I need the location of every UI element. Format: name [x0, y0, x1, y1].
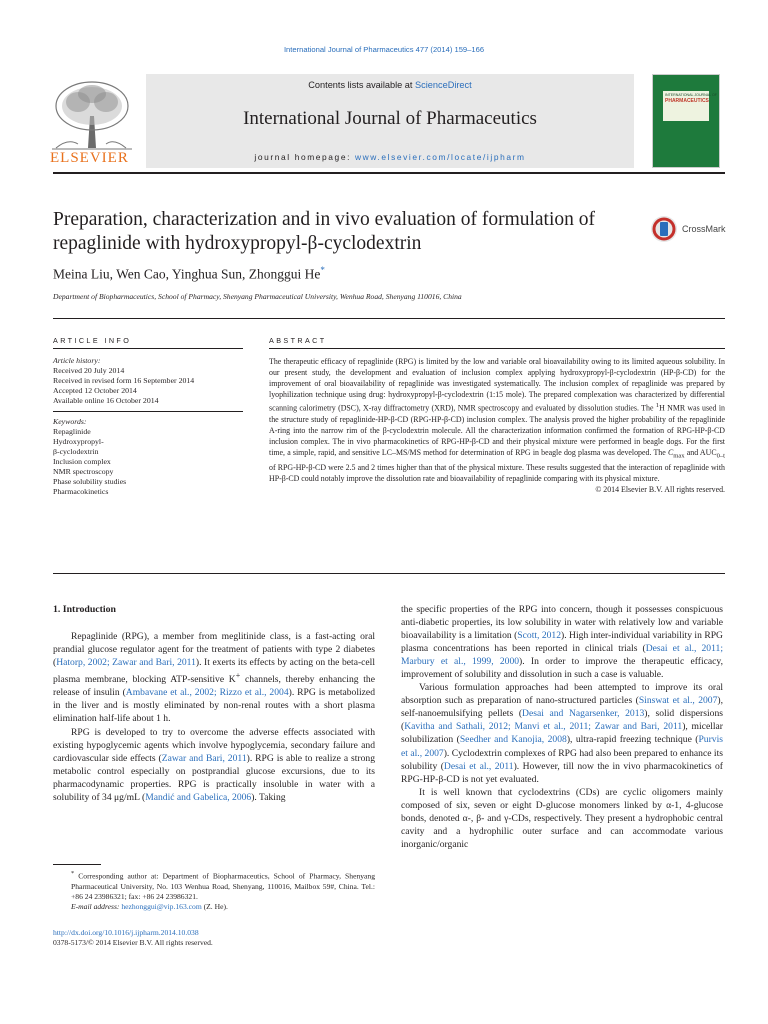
author-names: Meina Liu, Wen Cao, Yinghua Sun, Zhonggui He	[53, 266, 321, 282]
email-suffix: (Z. He).	[201, 901, 228, 911]
sciencedirect-link[interactable]: ScienceDirect	[415, 80, 472, 90]
section-heading-introduction: 1. Introduction	[53, 604, 116, 615]
citation-link[interactable]: Kavitha and Sathali, 2012; Manvi et al., 2011; Zawar and Bari, 2011	[404, 721, 683, 733]
keywords-label: Keywords:	[53, 417, 87, 426]
text-run: RPG is developed to try to overcome the adverse effects associated with existing hypoglycemic agents which involve hypoglycemia, secondary failure and cardiovascular side effects (	[53, 726, 375, 764]
text-run: the specific properties of the RPG into concern, though it possesses conspicuous anti-diabetic properties, its low solubility in water with relatively low and variable bioavailability is a limitation (	[401, 604, 723, 642]
article-info	[53, 356, 243, 497]
paragraph	[401, 681, 723, 785]
body-column-right	[401, 603, 723, 851]
article-info-separator	[53, 411, 243, 412]
footnote-mark: *	[71, 870, 75, 877]
article-title: Preparation, characterization and in vivo evaluation of formulation of repaglinide with hydroxypropyl-β-cyclodextrin	[53, 209, 596, 254]
citation-link[interactable]: Mandić and Gabelica, 2006	[145, 791, 252, 803]
abstract-heading: ABSTRACT	[269, 336, 327, 345]
email-label: E-mail address:	[71, 901, 122, 911]
keyword: Repaglinide	[53, 427, 91, 436]
contents-prefix: Contents lists available at	[308, 80, 416, 90]
text-run: ). Cyclodextrin complexes of RPG had also been prepared to enhance its solubility (	[401, 747, 723, 772]
text-run: Various formulation approaches had been attempted to improve its oral absorption such as preparation of nano-structured particles (	[401, 682, 723, 707]
footnote-body	[53, 869, 375, 902]
crossmark-badge[interactable]	[650, 214, 730, 244]
citation-link[interactable]: Hatorp, 2002; Zawar and Bari, 2011	[56, 657, 196, 669]
keyword: Phase solubility studies	[53, 477, 127, 486]
citation-link[interactable]: Ambavane et al., 2002; Rizzo et al., 2004	[125, 687, 289, 699]
citation-link[interactable]: Purvis et al., 2007	[401, 734, 723, 759]
doi-link[interactable]: http://dx.doi.org/10.1016/j.ijpharm.2014.10.038	[53, 928, 199, 937]
text-run: ). In order to improve the therapeutic efficacy, improvement of solubility and dissolution in such a case is valuable.	[401, 656, 723, 681]
abstract-part: H NMR was used in the structure study of repaglinide-HP-β-CD (RPG-HP-β-CD) inclusion complex. The analysis proved the higher probability of the repaglinide A-ring into the narrow rim of the β-cyclodextrin molecule. All the characterization information confirmed the formation of RPG-HP-β-CD inclusion complex. The in vivo pharmacokinetics of RPG-HP-β-CD and their physical mixture were performed in beagle dogs. For the first time, a simple, rapid, and sensitive LC–MS/MS method for determination of RPG in beagle dog plasma was developed. The	[269, 404, 725, 458]
text-run: ), self-nanoemulsifying pellets (	[401, 695, 723, 720]
paragraph	[53, 726, 375, 804]
paragraph: It is well known that cyclodextrins (CDs) are cyclic oligomers mainly composed of six, seven or eight D-glucose monomers linked by α-1, 4-glucose bonds, denoted α-, β- and γ-CDs, respectively. They present a hydrophobic central cavity and a hydrophilic outer surface and can accommodate various inorganic/organic	[401, 786, 723, 850]
history-revised: Received in revised form 16 September 2014	[53, 376, 195, 385]
text-run: channels, thereby enhancing the release of insulin (	[53, 674, 375, 699]
citation-link[interactable]: Desai et al., 2011	[443, 760, 514, 772]
history-accepted: Accepted 12 October 2014	[53, 386, 137, 395]
masthead-rule	[53, 172, 725, 174]
journal-cover-thumbnail	[652, 74, 720, 168]
text-run: ). RPG is able to realize a strong metabolic control especially on postprandial glucose excursions, due to its pharmacodynamic properties. RPG is practically insoluble in water with a solubility of 34 μg/mL (	[53, 752, 375, 803]
elsevier-wordmark: ELSEVIER	[50, 150, 129, 166]
abstract-cmax: C	[667, 448, 674, 458]
homepage-link[interactable]: www.elsevier.com/locate/ijpharm	[354, 152, 526, 162]
footnote-email-line	[53, 902, 375, 912]
email-link[interactable]: hezhonggui@vip.163.com	[121, 901, 202, 911]
running-head[interactable]: International Journal of Pharmaceutics 477 (2014) 159–166	[283, 45, 485, 54]
abstract-part: of RPG-HP-β-CD were 2.5 and 2 times higher than that of the physical mixture. These results suggested that the interaction of repaglinide with HP-β-CD could notably improve the dissolution rate and bioavailability of repaglinide comparing with its physical mixture.	[269, 463, 725, 484]
affiliation: Department of Biopharmaceutics, School of Pharmacy, Shenyang Pharmaceutical University, Wenhua Road, Shenyang 110016, China	[53, 292, 462, 301]
text-run: ). It exerts its effects by acting on the beta-cell plasma membrane, blocking ATP-sensitive K	[53, 657, 375, 686]
article-info-rule	[53, 348, 243, 349]
abstract-part: The therapeutic efficacy of repaglinide (RPG) is limited by the low and variable oral bioavailability owing to its limited aqueous solubility. In our present study, the development and evaluation of inclusion complex applying hydroxypropyl-β-cyclodextrin (HP-β-CD) for the improvement of oral bioavailability of repaglinide was investigated systematically. The inclusion complex of repaglinide was prepared by lyophilization technique using drug: hydroxypropyl-β-cyclodextrin (1:15 mole). The prepared complexation was characterized by differential scanning calorimetry (DSC), X-ray diffractometry (XRD), NMR spectroscopy and evaluated by dissolution studies. The	[269, 357, 725, 413]
citation-link[interactable]: Seedher and Kanojia, 2008	[459, 734, 567, 746]
abstract-copyright: © 2014 Elsevier B.V. All rights reserved.	[595, 485, 725, 495]
text-run: ). However, till now the in vivo pharmacokinetics of RPG-HP-β-CD is not yet evaluated.	[401, 760, 724, 785]
corresponding-author-footnote	[53, 869, 375, 912]
corresponding-author-mark[interactable]: *	[320, 265, 325, 275]
contents-line	[146, 80, 634, 90]
keyword: Pharmacokinetics	[53, 487, 109, 496]
cover-background	[653, 75, 719, 167]
abstract-subscript: 0–t	[716, 452, 725, 460]
journal-masthead	[48, 74, 720, 170]
history-label: Article history:	[53, 356, 101, 365]
paragraph	[401, 603, 723, 681]
citation-link[interactable]: Zawar and Bari, 2011	[161, 752, 247, 764]
text-run: ). Taking	[251, 791, 286, 803]
abstract-rule	[269, 348, 725, 349]
citation-link[interactable]: Desai et al., 2011; Marbury et al., 1999, 2000	[401, 643, 723, 668]
abstract-text	[269, 356, 725, 495]
keyword: NMR spectroscopy	[53, 467, 114, 476]
paragraph	[53, 630, 375, 726]
citation-link[interactable]: Sinswat et al., 2007	[638, 695, 718, 707]
superscript: +	[235, 671, 241, 681]
journal-title: International Journal of Pharmaceutics	[243, 108, 537, 129]
journal-homepage	[146, 152, 634, 162]
text-run: ), micellar solubilization (	[401, 721, 723, 746]
keyword: Hydroxypropyl-	[53, 437, 104, 446]
crossmark-label: CrossMark	[682, 224, 726, 234]
history-received: Received 20 July 2014	[53, 366, 125, 375]
abstract-superscript: 1	[655, 402, 660, 410]
citation-link[interactable]: Desai and Nagarsenker, 2013	[522, 708, 645, 720]
article-info-heading: ARTICLE INFO	[53, 336, 132, 345]
abstract-bottom-rule	[53, 573, 725, 574]
footnote-rule	[53, 864, 101, 865]
homepage-label: journal homepage:	[254, 152, 355, 162]
doi-block	[53, 928, 213, 948]
text-run: Repaglinide (RPG), a member from meglitinide class, is a fast-acting oral prandial glucose regulator agent for the treatment of patients with type 2 diabetes (	[53, 631, 375, 669]
footnote-text: Corresponding author at: Department of Biopharmaceutics, School of Pharmacy, Shenyang Pharmaceutical University, No. 103 Wenhua Road, Shenyang, 110016, Mailbox 59#, China. Tel.: +86 24 23986321; fax: +86 24 23986321.	[71, 871, 375, 901]
body-column-left	[53, 630, 375, 804]
cover-line-2: PHARMACEUTICS	[665, 98, 709, 104]
journal-banner	[146, 74, 634, 168]
cover-line-1: INTERNATIONAL JOURNAL OF	[665, 93, 717, 97]
text-run: ), solid dispersions (	[401, 708, 723, 733]
text-run: ), ultra-rapid freezing technique (	[566, 734, 699, 746]
crossmark-icon	[650, 214, 678, 244]
abstract-subscript: max	[673, 452, 685, 460]
text-run: ). High inter-individual variability in RPG plasma concentrations has been reported in clinical trials (	[401, 630, 723, 655]
history-online: Available online 16 October 2014	[53, 396, 159, 405]
author-list	[53, 265, 325, 283]
abstract-part: and AUC	[684, 448, 717, 458]
keyword: β-cyclodextrin	[53, 447, 99, 456]
header-rule	[53, 318, 725, 319]
citation-link[interactable]: Scott, 2012	[517, 630, 562, 642]
text-run: ). RPG is metabolized in the liver and is mostly eliminated by non-renal routes with a short plasma elimination half-life about 1 h.	[53, 687, 375, 725]
issn-line: 0378-5173/© 2014 Elsevier B.V. All rights reserved.	[53, 938, 213, 947]
keyword: Inclusion complex	[53, 457, 111, 466]
